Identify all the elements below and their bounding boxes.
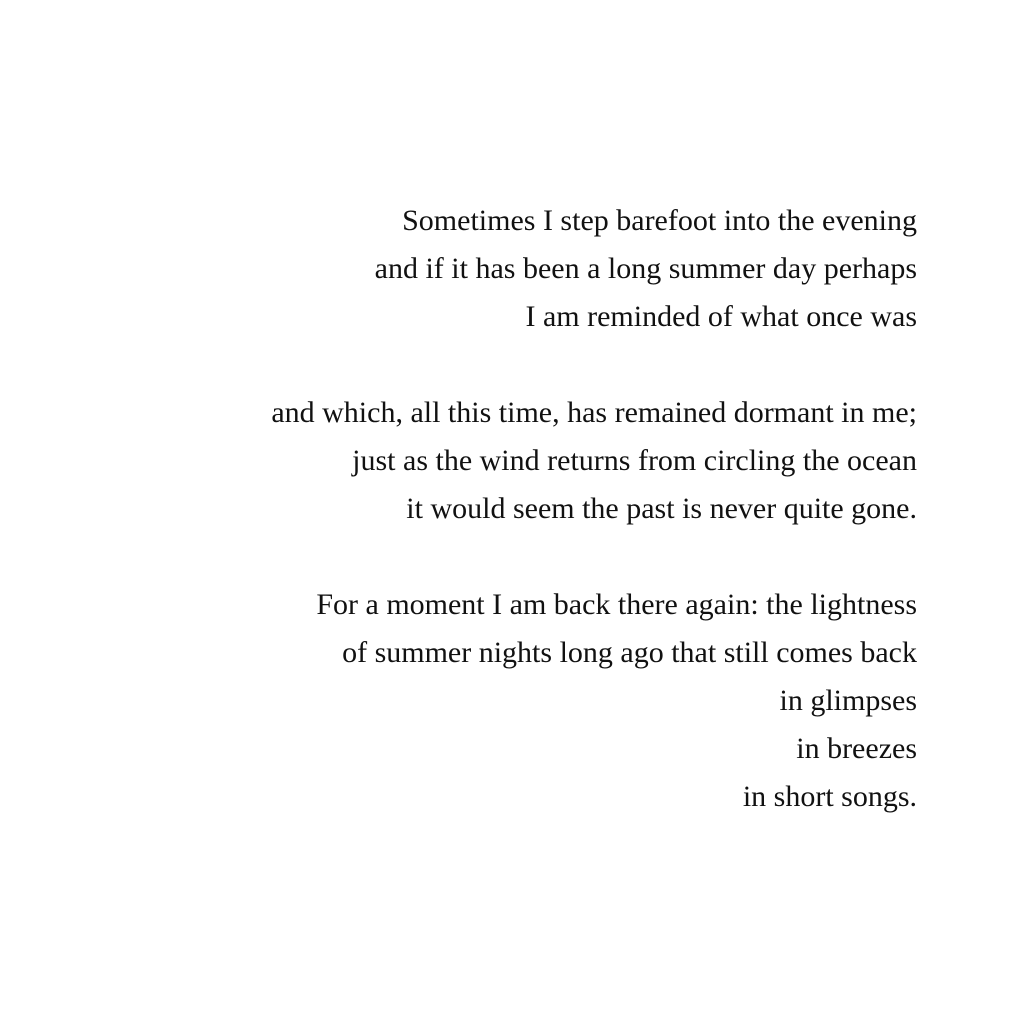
- poem-line: and which, all this time, has remained dormant in me;: [271, 396, 917, 429]
- poem-line: and if it has been a long summer day perhaps: [374, 252, 917, 285]
- poem: [97, 197, 917, 869]
- poem-line: Sometimes I step barefoot into the evening: [402, 204, 917, 237]
- stanza-1: [97, 197, 917, 341]
- poem-line: of summer nights long ago that still comes back: [342, 636, 917, 669]
- stanza-2: [97, 389, 917, 533]
- stanza-3: [97, 581, 917, 821]
- poem-line: it would seem the past is never quite gone.: [406, 492, 917, 525]
- poem-line: in glimpses: [779, 684, 917, 717]
- poem-line: in breezes: [796, 732, 917, 765]
- poem-line: I am reminded of what once was: [525, 300, 917, 333]
- poem-line: just as the wind returns from circling the ocean: [352, 444, 917, 477]
- poem-line: in short songs.: [742, 780, 917, 813]
- poem-line: For a moment I am back there again: the lightness: [316, 588, 917, 621]
